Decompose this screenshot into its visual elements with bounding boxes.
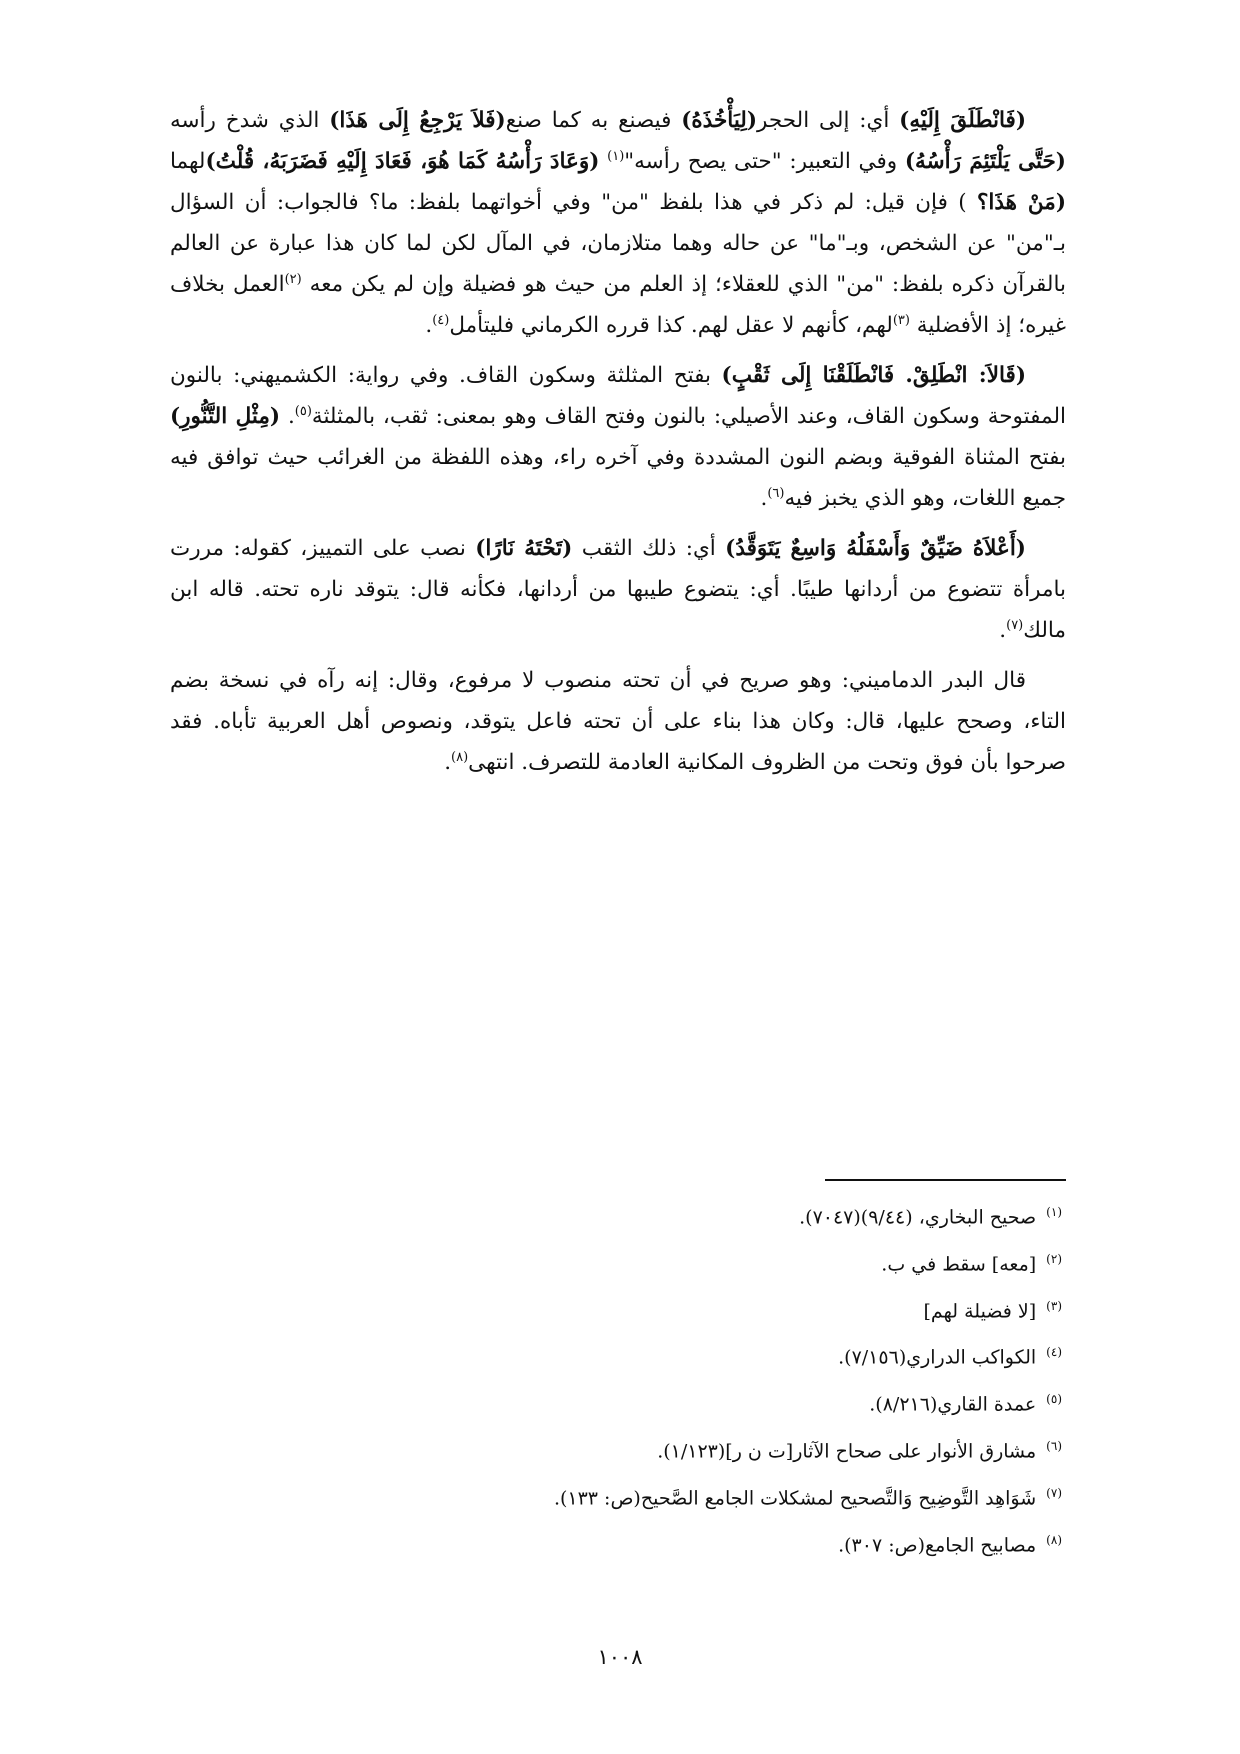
- commentary-text: العمل بخلاف غيره؛ إذ الأفضلية: [170, 272, 1066, 338]
- footnote-ref: (٢): [284, 271, 302, 287]
- commentary-text: .: [425, 313, 433, 338]
- footnote-ref: (٥): [294, 403, 312, 419]
- footnote-text: مشارق الأنوار على صحاح الآثار[ت ن ر](١/١٢٣).: [657, 1440, 1037, 1463]
- footnote-text: [لا فضيلة لهم]: [923, 1299, 1037, 1322]
- commentary-text: .: [444, 750, 452, 775]
- commentary-text: بفتح المثلثة وسكون القاف. وفي رواية: الكشميهني: بالنون المفتوحة وسكون القاف، وعند الأصيلي: بالنون وفتح القاف وهو بمعنى: ثقب، بالمثلثة: [170, 363, 1066, 429]
- hadith-quote: (فَانْطَلَقَ إِلَيْهِ): [899, 108, 1026, 133]
- hadith-quote: (مِثْلِ التَّنُّورِ): [170, 404, 281, 429]
- footnote-item: [170, 1286, 1066, 1333]
- footnotes: [170, 1192, 1066, 1567]
- footnote-item: [170, 1332, 1066, 1379]
- hadith-quote: (تَحْتَهُ نَارًا): [475, 536, 573, 561]
- commentary-text: بفتح المثناة الفوقية وبضم النون المشددة وفي آخره راء، وهذه اللفظة من الغرائب حيث توافق فيه جميع اللغات، وهو الذي يخبز فيه: [170, 445, 1066, 511]
- paragraph: [170, 355, 1066, 519]
- footnote-text: صحيح البخاري، (٩/٤٤)(٧٠٤٧).: [799, 1206, 1037, 1229]
- footnote-item: [170, 1192, 1066, 1239]
- paragraph: [170, 100, 1066, 346]
- commentary-text: .: [280, 404, 295, 429]
- footnote-item: [170, 1379, 1066, 1426]
- footnote-item: [170, 1426, 1066, 1473]
- commentary-text: أي: إلى الحجر: [757, 108, 900, 133]
- page-number: ١٠٠٨: [597, 1645, 643, 1669]
- footnote-ref: (٣): [892, 312, 910, 328]
- commentary-text: الذي شدخ رأسه: [170, 108, 330, 133]
- commentary-text: وفي التعبير: "حتى يصح رأسه": [624, 149, 905, 174]
- footnote-ref: (٧): [1006, 617, 1024, 633]
- footnote-number: (٢): [1046, 1251, 1062, 1266]
- footnote-number: (٨): [1046, 1532, 1062, 1547]
- footnote-text: شَوَاهِد التَّوضِيح وَالتَّصحيح لمشكلات الجامع الصَّحيح(ص: ١٣٣).: [553, 1487, 1037, 1510]
- commentary-text: أي: ذلك الثقب: [572, 536, 726, 561]
- footnote-separator: [825, 1179, 1066, 1181]
- commentary-text: لهما: [170, 149, 206, 174]
- commentary-text: .: [999, 618, 1007, 643]
- footnote-text: مصابيح الجامع(ص: ٣٠٧).: [838, 1534, 1037, 1557]
- hadith-quote: (قَالاَ: انْطَلِقْ. فَانْطَلَقْنَا إِلَى ثَقْبٍ): [721, 363, 1026, 388]
- footnote-text: عمدة القاري(٨/٢١٦).: [869, 1393, 1037, 1416]
- footnote-number: (٧): [1046, 1485, 1062, 1500]
- commentary-text: فيصنع به كما صنع: [505, 108, 682, 133]
- paragraph: [170, 528, 1066, 651]
- footnote-item: [170, 1520, 1066, 1567]
- footnote-number: (١): [1046, 1205, 1062, 1219]
- footnote-number: (٦): [1046, 1439, 1062, 1454]
- footnote-ref: (٦): [767, 485, 785, 501]
- footnote-item: [170, 1473, 1066, 1520]
- hadith-quote: (لِيَأْخُذَهُ): [681, 108, 758, 133]
- hadith-quote: (فَلاَ يَرْجِعُ إِلَى هَذَا): [329, 108, 506, 133]
- hadith-quote: (حَتَّى يَلْتَئِمَ رَأْسُهُ): [904, 149, 1066, 174]
- footnote-ref: (٤): [432, 312, 450, 328]
- footnote-text: [معه] سقط في ب.: [881, 1253, 1037, 1276]
- footnote-number: (٤): [1046, 1345, 1062, 1360]
- footnote-number: (٥): [1046, 1392, 1062, 1407]
- footnote-item: [170, 1239, 1066, 1286]
- main-text: [170, 100, 1066, 792]
- footnote-ref: (٨): [451, 749, 469, 765]
- footnote-ref: (١): [607, 148, 625, 164]
- commentary-text: قال البدر الدماميني: وهو صريح في أن تحته منصوب لا مرفوع، وقال: إنه رآه في نسخة بضم التاء، وصحح عليها، قال: وكان هذا بناء على أن تحته فاعل يتوقد، ونصوص أهل العربية تأباه. فقد صرحوا بأن فوق وتحت من الظروف المكانية العادمة للتصرف. انتهى: [170, 668, 1066, 775]
- commentary-text: لهم، كأنهم لا عقل لهم. كذا قرره الكرماني فليتأمل: [449, 313, 893, 338]
- footnote-text: الكواكب الدراري(٧/١٥٦).: [838, 1346, 1037, 1369]
- commentary-text: .: [760, 486, 768, 511]
- hadith-quote: (مَنْ هَذَا؟: [976, 190, 1066, 215]
- paragraph: [170, 660, 1066, 783]
- hadith-quote: (وَعَادَ رَأْسُهُ كَمَا هُوَ، فَعَادَ إِلَيْهِ فَضَرَبَهُ، قُلْتُ): [205, 149, 600, 174]
- footnote-number: (٣): [1046, 1298, 1062, 1313]
- hadith-quote: (أَعْلاَهُ ضَيِّقٌ وَأَسْفَلُهُ وَاسِعٌ يَتَوَقَّدُ): [725, 536, 1026, 561]
- commentary-text: ) فإن قيل: لم ذكر في هذا بلفظ "من" وفي أخواتهما بلفظ: ما؟ فالجواب: أن السؤال بـ"من" عن الشخص، وبـ"ما" عن حاله وهما متلازمان، في المآل لكن لما كان هذا عبارة عن العالم بالقرآن ذكره بلفظ: "من" الذي للعقلاء؛ إذ العلم من حيث هو فضيلة وإن لم يكن معه: [170, 190, 1067, 297]
- commentary-text: نصب على التمييز، كقوله: مررت بامرأة تتضوع من أردانها طيبًا. أي: يتضوع طيبها من أردانها، فكأنه قال: يتوقد ناره تحته. قاله ابن مالك: [170, 536, 1066, 643]
- commentary-text: [599, 149, 607, 174]
